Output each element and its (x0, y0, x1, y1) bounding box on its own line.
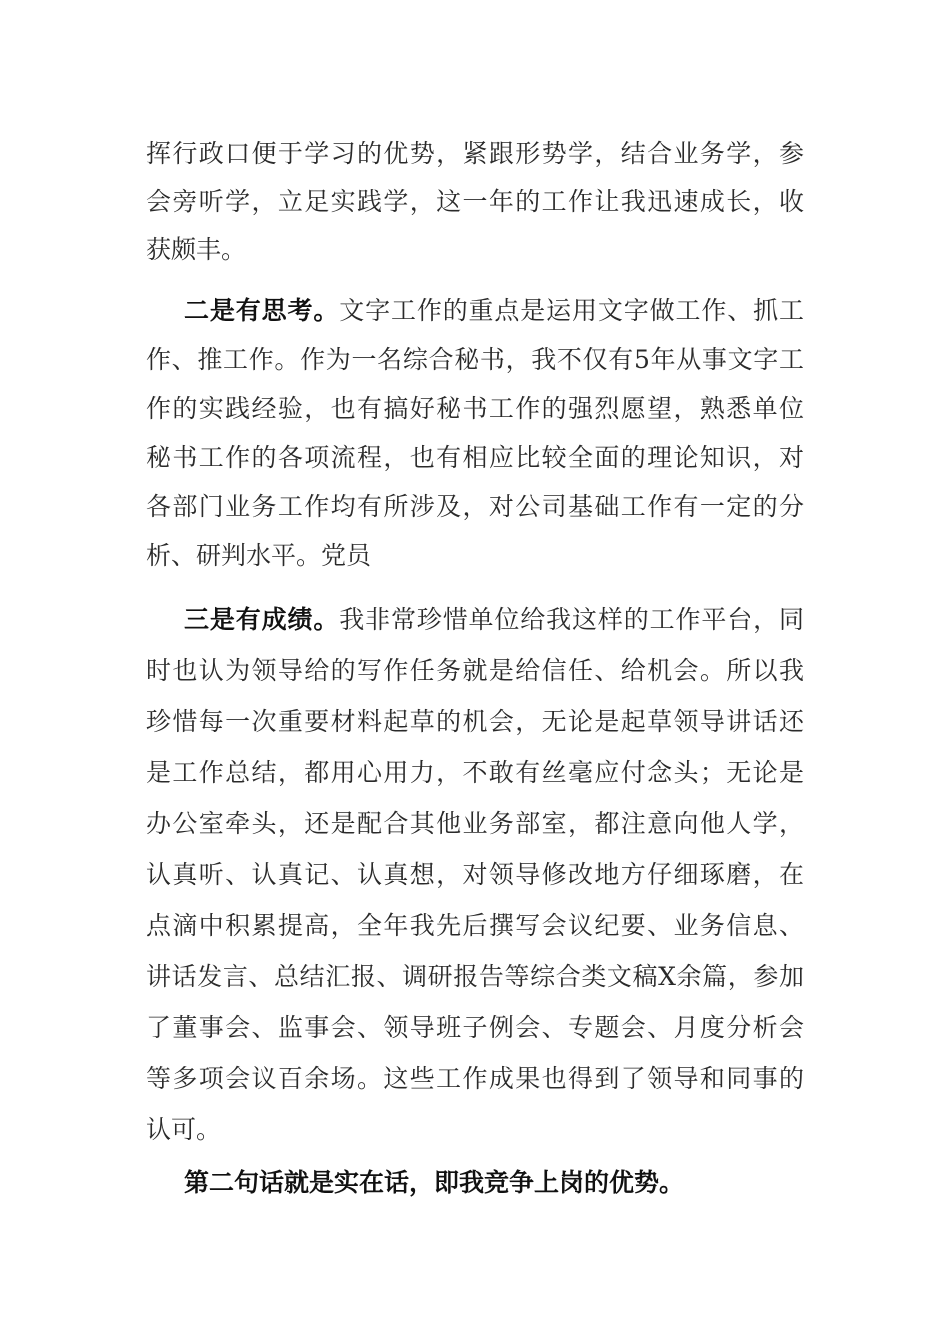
para2-lead: 二是有思考。 (184, 296, 340, 325)
para1-line-2: 会旁听学，立足实践学，这一年的工作让我迅速成长，收 (146, 187, 804, 216)
section-heading-sentence: 第二句话就是实在话，即我竞争上岗的优势。 (184, 1168, 685, 1197)
para2-line-2: 作、推工作。作为一名综合秘书，我不仅有5年从事文字工 (146, 345, 804, 374)
para3-line-5: 办公室牵头，还是配合其他业务部室，都注意向他人学， (146, 809, 804, 838)
para3-line-9: 了董事会、监事会、领导班子例会、专题会、月度分析会 (146, 1013, 804, 1042)
para1-line-3: 获颇丰。 (146, 235, 247, 264)
para3-line-11: 认可。 (146, 1115, 222, 1144)
para2-line-3: 作的实践经验，也有搞好秘书工作的强烈愿望，熟悉单位 (146, 394, 804, 423)
para3-line-7: 点滴中积累提高，全年我先后撰写会议纪要、业务信息、 (146, 911, 804, 940)
para1-line-1: 挥行政口便于学习的优势，紧跟形势学，结合业务学，参 (146, 139, 804, 168)
para3-line-3: 珍惜每一次重要材料起草的机会，无论是起草领导讲话还 (146, 707, 804, 736)
para2-line-6: 析、研判水平。党员 (146, 541, 372, 570)
para2-first-rest: 文字工作的重点是运用文字做工作、抓工 (339, 296, 804, 325)
para3-line-4: 是工作总结，都用心用力，不敢有丝毫应付念头；无论是 (146, 758, 804, 787)
para3-line-8: 讲话发言、总结汇报、调研报告等综合类文稿X余篇，参加 (146, 962, 804, 991)
para3-lead: 三是有成绩。 (184, 605, 340, 634)
para3-first-line (184, 605, 804, 635)
para2-first-line (184, 296, 804, 326)
para3-line-10: 等多项会议百余场。这些工作成果也得到了领导和同事的 (146, 1064, 804, 1093)
para3-line-6: 认真听、认真记、认真想，对领导修改地方仔细琢磨，在 (146, 860, 804, 889)
para3-line-2: 时也认为领导给的写作任务就是给信任、给机会。所以我 (146, 656, 804, 685)
para2-line-4: 秘书工作的各项流程，也有相应比较全面的理论知识，对 (146, 443, 804, 472)
para3-first-rest: 我非常珍惜单位给我这样的工作平台，同 (339, 605, 804, 634)
para2-line-5: 各部门业务工作均有所涉及，对公司基础工作有一定的分 (146, 492, 804, 521)
